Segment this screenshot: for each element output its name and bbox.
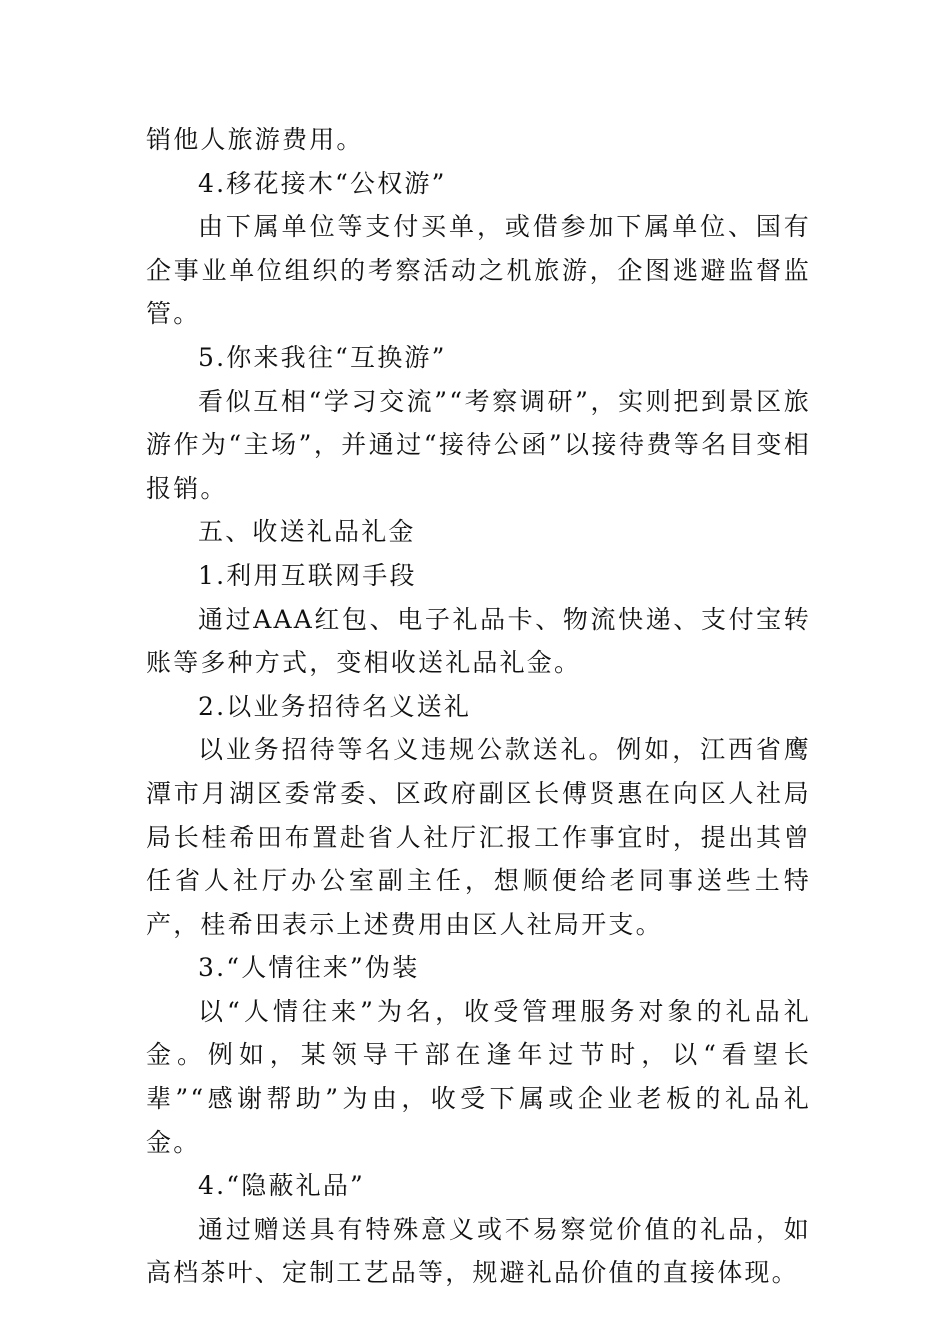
paragraph: 以业务招待等名义违规公款送礼。例如，江西省鹰潭市月湖区委常委、区政府副区长傅贤惠在向区人社局局长桂希田布置赴省人社厅汇报工作事宜时，提出其曾任省人社厅办公室副主任，想顺便给老同事送些土特产，桂希田表示上述费用由区人社局开支。: [146, 735, 811, 939]
section-heading: 4.移花接木“公权游”: [198, 168, 447, 198]
paragraph: 通过赠送具有特殊意义或不易察觉价值的礼品，如高档茶叶、定制工艺品等，规避礼品价值的直接体现。: [146, 1214, 811, 1288]
paragraph: 看似互相“学习交流”“考察调研”，实则把到景区旅游作为“主场”，并通过“接待公函”以接待费等名目变相报销。: [146, 386, 811, 503]
paragraph: 由下属单位等支付买单，或借参加下属单位、国有企事业单位组织的考察活动之机旅游，企图逃避监督监管。: [146, 212, 811, 329]
paragraph: 以“人情往来”为名，收受管理服务对象的礼品礼金。例如，某领导干部在逢年过节时，以“看望长辈”“感谢帮助”为由，收受下属或企业老板的礼品礼金。: [146, 996, 811, 1157]
section-heading: 5.你来我往“互换游”: [198, 342, 447, 372]
section-heading: 2.以业务招待名义送礼: [198, 691, 472, 721]
document-body: [146, 118, 811, 1295]
paragraph: 通过AAA红包、电子礼品卡、物流快递、支付宝转账等多种方式，变相收送礼品礼金。: [146, 604, 811, 678]
chapter-heading: 五、收送礼品礼金: [198, 517, 416, 547]
paragraph: 销他人旅游费用。: [146, 125, 364, 154]
section-heading: 3.“人情往来”伪装: [198, 953, 420, 983]
section-heading: 1.利用互联网手段: [198, 560, 417, 590]
section-heading: 4.“隐蔽礼品”: [198, 1171, 366, 1201]
